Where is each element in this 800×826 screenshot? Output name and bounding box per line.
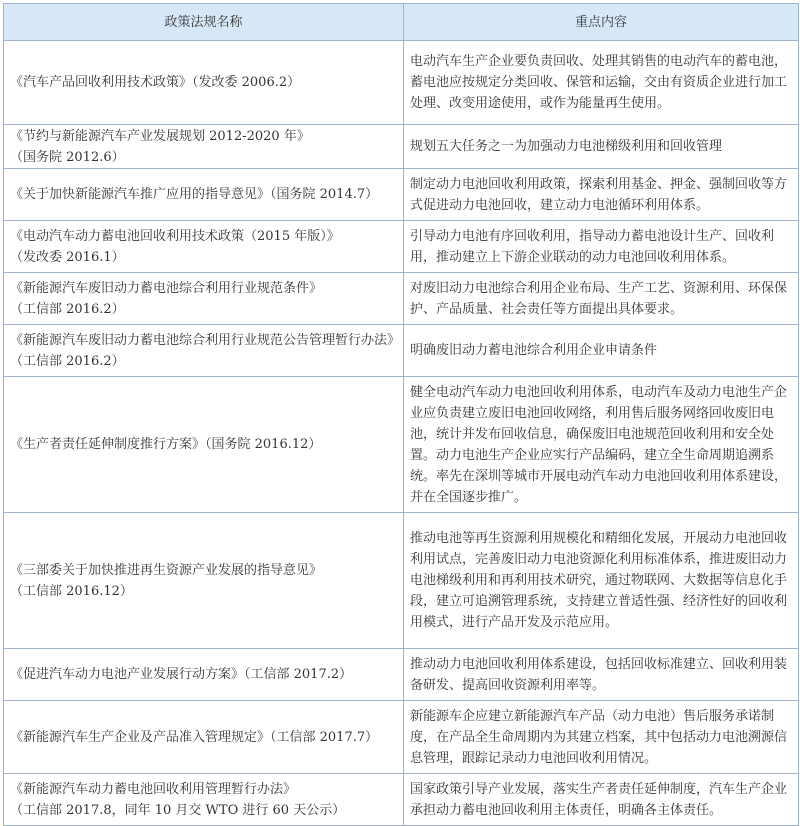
policy-name-cell: 《关于加快新能源汽车推广应用的指导意见》（国务院 2014.7） [4, 169, 404, 221]
header-key-content: 重点内容 [404, 4, 799, 41]
table-row [4, 169, 799, 221]
table-row [4, 41, 799, 125]
key-content-cell: 推动电池等再生资源利用规模化和精细化发展，开展动力电池回收利用试点，完善废旧动力电池资源化利用标准体系，推进废旧动力电池梯级利用和再利用技术研究，通过物联网、大数据等信息化手段，建立可追溯管理系统，支持建立普适性强、经济性好的回收利用模式，进行产品开发及示范应用。 [404, 513, 799, 649]
policy-name-cell: 《汽车产品回收利用技术政策》（发改委 2006.2） [4, 41, 404, 125]
table-row [4, 125, 799, 169]
policy-name-cell: 《电动汽车动力蓄电池回收利用技术政策（2015 年版）》 （发改委 2016.1） [4, 221, 404, 273]
table-header-row [4, 4, 799, 41]
policy-name-cell: 《新能源汽车废旧动力蓄电池综合利用行业规范公告管理暂行办法》（工信部 2016.2） [4, 325, 404, 377]
key-content-cell: 对废旧动力电池综合利用企业布局、生产工艺、资源利用、环保保护、产品质量、社会责任等方面提出具体要求。 [404, 273, 799, 325]
table-row [4, 649, 799, 701]
key-content-cell: 制定动力电池回收利用政策，探索利用基金、押金、强制回收等方式促进动力电池回收，建立动力电池循环利用体系。 [404, 169, 799, 221]
table-row [4, 273, 799, 325]
table-row [4, 774, 799, 826]
key-content-cell: 电动汽车生产企业要负责回收、处理其销售的电动汽车的蓄电池，蓄电池应按规定分类回收、保管和运输，交由有资质企业进行加工处理、改变用途使用，或作为能量再生使用。 [404, 41, 799, 125]
table-row [4, 701, 799, 774]
header-policy-name: 政策法规名称 [4, 4, 404, 41]
table-row [4, 513, 799, 649]
policy-name-cell: 《三部委关于加快推进再生资源产业发展的指导意见》 （工信部 2016.12） [4, 513, 404, 649]
key-content-cell: 规划五大任务之一为加强动力电池梯级利用和回收管理 [404, 125, 799, 169]
key-content-cell: 国家政策引导产业发展，落实生产者责任延伸制度，汽车生产企业承担动力蓄电池回收利用主体责任，明确各主体责任。 [404, 774, 799, 826]
policy-name-cell: 《新能源汽车生产企业及产品准入管理规定》（工信部 2017.7） [4, 701, 404, 774]
policy-table [3, 3, 799, 826]
table-row [4, 377, 799, 513]
key-content-cell: 新能源车企应建立新能源汽车产品（动力电池）售后服务承诺制度，在产品全生命周期内为其建立档案，其中包括动力电池溯源信息管理，跟踪记录动力电池回收利用情况。 [404, 701, 799, 774]
table-body [4, 41, 799, 826]
key-content-cell: 明确废旧动力蓄电池综合利用企业申请条件 [404, 325, 799, 377]
key-content-cell: 推动动力电池回收利用体系建设，包括回收标准建立、回收利用装备研发、提高回收资源利用率等。 [404, 649, 799, 701]
policy-name-cell: 《促进汽车动力电池产业发展行动方案》（工信部 2017.2） [4, 649, 404, 701]
policy-name-cell: 《新能源汽车废旧动力蓄电池综合利用行业规范条件》 （工信部 2016.2） [4, 273, 404, 325]
key-content-cell: 引导动力电池有序回收利用，指导动力蓄电池设计生产、回收利用，推动建立上下游企业联动的动力电池回收利用体系。 [404, 221, 799, 273]
policy-name-cell: 《生产者责任延伸制度推行方案》（国务院 2016.12） [4, 377, 404, 513]
policy-name-cell: 《节约与新能源汽车产业发展规划 2012-2020 年》 （国务院 2012.6） [4, 125, 404, 169]
table-row [4, 325, 799, 377]
key-content-cell: 健全电动汽车动力电池回收利用体系，电动汽车及动力电池生产企业应负责建立废旧电池回收网络，利用售后服务网络回收废旧电池，统计并发布回收信息，确保废旧电池规范回收利用和安全处置。动力电池生产企业应实行产品编码，建立全生命周期追溯系统。率先在深圳等城市开展电动汽车动力电池回收利用体系建设，并在全国逐步推广。 [404, 377, 799, 513]
table-row [4, 221, 799, 273]
policy-name-cell: 《新能源汽车动力蓄电池回收利用管理暂行办法》 （工信部 2017.8，同年 10 月交 WTO 进行 60 天公示） [4, 774, 404, 826]
